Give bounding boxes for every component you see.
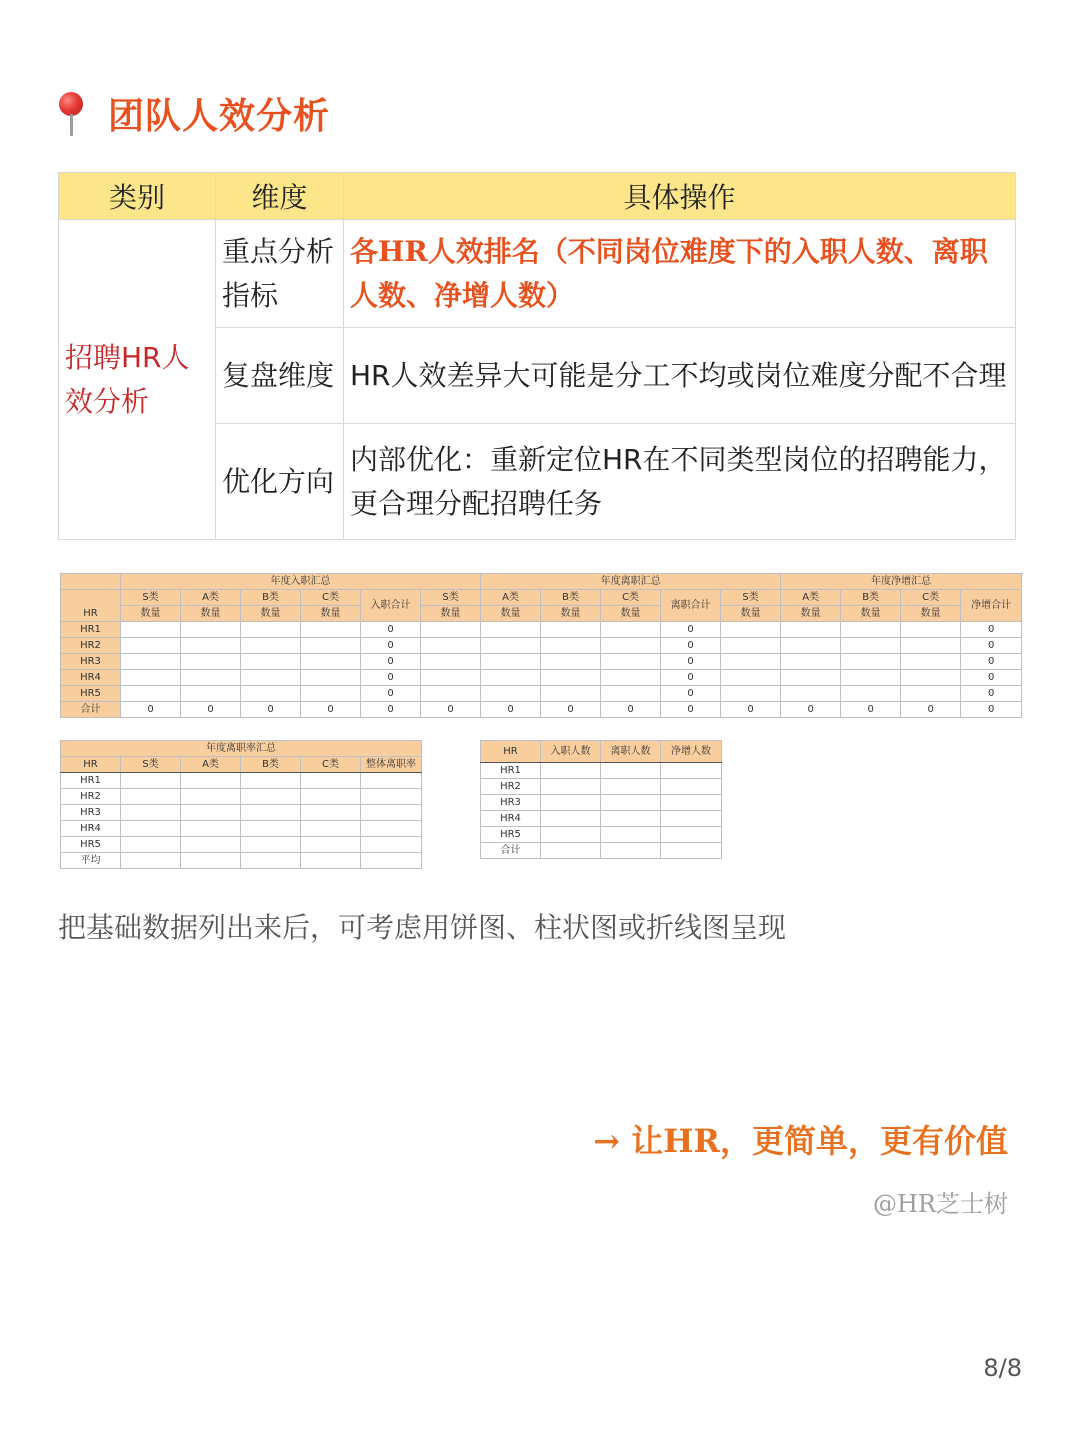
value-cell — [181, 821, 241, 837]
hr-cell: HR3 — [481, 795, 541, 811]
operation-cell: 各HR人效排名（不同岗位难度下的入职人数、离职人数、净增人数） — [344, 220, 1016, 328]
value-cell — [301, 837, 361, 853]
value-cell — [661, 843, 722, 859]
value-cell: 0 — [781, 702, 841, 718]
value-cell — [541, 779, 601, 795]
sheet-row — [481, 763, 722, 779]
hr-cell: HR2 — [61, 638, 121, 654]
value-cell — [181, 638, 241, 654]
value-cell — [481, 654, 541, 670]
column-header: 净增人数 — [661, 741, 722, 763]
sheet-title: 年度离职率汇总 — [61, 741, 422, 757]
value-cell: 0 — [961, 686, 1022, 702]
value-cell — [121, 622, 181, 638]
column-header: A类 — [181, 757, 241, 773]
value-cell: 0 — [361, 670, 421, 686]
value-cell — [301, 821, 361, 837]
value-cell: 0 — [301, 702, 361, 718]
value-cell — [841, 654, 901, 670]
value-cell — [181, 686, 241, 702]
table-header-row — [59, 173, 1016, 220]
sheet-row — [61, 837, 422, 853]
column-header: 整体离职率 — [361, 757, 422, 773]
value-cell: 0 — [661, 702, 721, 718]
dimension-cell: 重点分析指标 — [216, 220, 344, 328]
value-cell: 0 — [661, 654, 721, 670]
value-cell — [541, 827, 601, 843]
value-cell — [361, 837, 422, 853]
sheet-row — [481, 811, 722, 827]
value-cell — [901, 638, 961, 654]
hr-cell: HR4 — [61, 821, 121, 837]
value-cell — [841, 686, 901, 702]
column-header: HR — [481, 741, 541, 763]
qty-header: 数量 — [781, 606, 841, 622]
page-title: 团队人效分析 — [108, 95, 331, 137]
column-header: C类 — [301, 757, 361, 773]
value-cell — [601, 622, 661, 638]
value-cell — [721, 686, 781, 702]
hr-cell: HR5 — [481, 827, 541, 843]
value-cell: 0 — [661, 670, 721, 686]
sheet-row — [481, 779, 722, 795]
header-operation: 具体操作 — [344, 173, 1016, 220]
sheet-row — [61, 805, 422, 821]
value-cell: 0 — [481, 702, 541, 718]
operation-cell: HR人效差异大可能是分工不均或岗位难度分配不合理 — [344, 328, 1016, 424]
value-cell — [421, 638, 481, 654]
value-cell — [421, 654, 481, 670]
value-cell: 0 — [841, 702, 901, 718]
value-cell: 0 — [241, 702, 301, 718]
value-cell — [781, 654, 841, 670]
value-cell: 0 — [361, 702, 421, 718]
turnover-rate-sheet — [60, 740, 422, 869]
value-cell: 0 — [361, 638, 421, 654]
sheet-row — [61, 686, 1022, 702]
value-cell: 0 — [961, 654, 1022, 670]
value-cell — [361, 773, 422, 789]
value-cell — [601, 763, 661, 779]
value-cell — [121, 821, 181, 837]
category-header: S类 — [721, 590, 781, 606]
value-cell — [601, 670, 661, 686]
sheet-row — [61, 789, 422, 805]
value-cell — [601, 638, 661, 654]
value-cell — [541, 654, 601, 670]
value-cell — [181, 789, 241, 805]
table-row — [59, 220, 1016, 328]
hr-cell: 平均 — [61, 853, 121, 869]
value-cell: 0 — [961, 622, 1022, 638]
value-cell — [421, 686, 481, 702]
sheet-row — [61, 638, 1022, 654]
value-cell — [361, 805, 422, 821]
group-header: 年度净增汇总 — [781, 574, 1022, 590]
value-cell: 0 — [121, 702, 181, 718]
value-cell — [841, 670, 901, 686]
value-cell — [301, 773, 361, 789]
sheet-row — [481, 843, 722, 859]
hr-cell: HR5 — [61, 837, 121, 853]
value-cell: 0 — [181, 702, 241, 718]
category-header: A类 — [181, 590, 241, 606]
value-cell — [541, 622, 601, 638]
value-cell — [841, 638, 901, 654]
sheet-row — [61, 702, 1022, 718]
hr-cell: HR3 — [61, 654, 121, 670]
value-cell — [361, 789, 422, 805]
value-cell — [241, 837, 301, 853]
category-header: C类 — [901, 590, 961, 606]
column-header: HR — [61, 757, 121, 773]
value-cell — [121, 654, 181, 670]
category-header: S类 — [421, 590, 481, 606]
column-header: S类 — [121, 757, 181, 773]
value-cell — [481, 638, 541, 654]
group-header: 年度离职汇总 — [481, 574, 781, 590]
value-cell — [601, 827, 661, 843]
value-cell — [661, 827, 722, 843]
value-cell — [121, 670, 181, 686]
qty-header: 数量 — [481, 606, 541, 622]
value-cell — [541, 638, 601, 654]
sheet-row — [61, 622, 1022, 638]
value-cell: 0 — [361, 622, 421, 638]
category-header: B类 — [541, 590, 601, 606]
qty-header: 数量 — [541, 606, 601, 622]
value-cell — [901, 670, 961, 686]
value-cell — [301, 670, 361, 686]
value-cell — [781, 638, 841, 654]
total-header: 离职合计 — [661, 590, 721, 622]
value-cell — [361, 853, 422, 869]
header-category: 类别 — [59, 173, 216, 220]
column-header: 离职人数 — [601, 741, 661, 763]
value-cell — [601, 686, 661, 702]
category-header: C类 — [601, 590, 661, 606]
value-cell: 0 — [601, 702, 661, 718]
value-cell — [121, 853, 181, 869]
hr-header: HR — [61, 590, 121, 622]
value-cell — [241, 686, 301, 702]
value-cell — [541, 686, 601, 702]
hr-cell: HR4 — [61, 670, 121, 686]
value-cell — [661, 763, 722, 779]
category-header: A类 — [481, 590, 541, 606]
value-cell — [601, 795, 661, 811]
value-cell: 0 — [961, 702, 1022, 718]
sheet-row — [61, 654, 1022, 670]
value-cell — [721, 670, 781, 686]
value-cell — [721, 654, 781, 670]
dimension-cell: 优化方向 — [216, 424, 344, 540]
hr-cell: HR5 — [61, 686, 121, 702]
value-cell — [421, 670, 481, 686]
value-cell — [781, 670, 841, 686]
operation-cell: 内部优化：重新定位HR在不同类型岗位的招聘能力，更合理分配招聘任务 — [344, 424, 1016, 540]
qty-header: 数量 — [421, 606, 481, 622]
value-cell — [301, 789, 361, 805]
qty-header: 数量 — [841, 606, 901, 622]
value-cell: 0 — [661, 622, 721, 638]
value-cell — [361, 821, 422, 837]
qty-header: 数量 — [901, 606, 961, 622]
value-cell: 0 — [901, 702, 961, 718]
value-cell: 0 — [661, 638, 721, 654]
value-cell — [601, 779, 661, 795]
slogan-text: → 让HR，更简单，更有价值 — [593, 1122, 1008, 1160]
value-cell — [301, 638, 361, 654]
category-header: S类 — [121, 590, 181, 606]
value-cell — [241, 654, 301, 670]
value-cell — [241, 853, 301, 869]
value-cell — [541, 795, 601, 811]
value-cell — [601, 811, 661, 827]
value-cell — [901, 654, 961, 670]
value-cell — [181, 670, 241, 686]
value-cell — [241, 805, 301, 821]
value-cell — [541, 763, 601, 779]
value-cell — [661, 811, 722, 827]
sheet-row — [481, 795, 722, 811]
sheet-row — [481, 827, 722, 843]
analysis-table — [58, 172, 1016, 540]
value-cell: 0 — [961, 638, 1022, 654]
value-cell — [601, 843, 661, 859]
value-cell — [301, 805, 361, 821]
description-text: 把基础数据列出来后，可考虑用饼图、柱状图或折线图呈现 — [58, 911, 787, 944]
qty-header: 数量 — [301, 606, 361, 622]
value-cell — [241, 638, 301, 654]
hr-cell: HR4 — [481, 811, 541, 827]
value-cell — [661, 795, 722, 811]
value-cell: 0 — [541, 702, 601, 718]
value-cell — [481, 670, 541, 686]
value-cell — [241, 622, 301, 638]
value-cell — [181, 853, 241, 869]
value-cell — [301, 622, 361, 638]
value-cell — [241, 773, 301, 789]
value-cell — [541, 670, 601, 686]
value-cell — [901, 686, 961, 702]
pushpin-icon — [56, 92, 86, 136]
value-cell — [781, 686, 841, 702]
qty-header: 数量 — [181, 606, 241, 622]
value-cell — [121, 773, 181, 789]
sheet-row — [61, 853, 422, 869]
value-cell — [301, 654, 361, 670]
value-cell — [481, 686, 541, 702]
value-cell: 0 — [721, 702, 781, 718]
value-cell — [481, 622, 541, 638]
value-cell — [241, 789, 301, 805]
hr-cell: HR2 — [61, 789, 121, 805]
hr-count-sheet — [480, 740, 722, 859]
value-cell — [541, 811, 601, 827]
value-cell — [301, 686, 361, 702]
value-cell: 0 — [961, 670, 1022, 686]
hr-cell: HR1 — [61, 622, 121, 638]
value-cell — [781, 622, 841, 638]
value-cell — [121, 837, 181, 853]
hr-cell: 合计 — [481, 843, 541, 859]
value-cell — [541, 843, 601, 859]
hr-cell: HR1 — [61, 773, 121, 789]
category-header: C类 — [301, 590, 361, 606]
hr-cell: 合计 — [61, 702, 121, 718]
hr-cell: HR3 — [61, 805, 121, 821]
sheet-row — [61, 821, 422, 837]
value-cell: 0 — [661, 686, 721, 702]
total-header: 入职合计 — [361, 590, 421, 622]
value-cell — [181, 773, 241, 789]
hr-cell: HR1 — [481, 763, 541, 779]
author-handle: @HR芝士树 — [873, 1190, 1008, 1218]
value-cell — [181, 837, 241, 853]
value-cell — [181, 805, 241, 821]
value-cell — [721, 622, 781, 638]
page-indicator: 8/8 — [983, 1354, 1022, 1382]
value-cell — [181, 622, 241, 638]
value-cell — [901, 622, 961, 638]
value-cell — [241, 670, 301, 686]
qty-header: 数量 — [121, 606, 181, 622]
sheet-row — [61, 670, 1022, 686]
value-cell — [841, 622, 901, 638]
value-cell — [241, 821, 301, 837]
qty-header: 数量 — [721, 606, 781, 622]
dimension-cell: 复盘维度 — [216, 328, 344, 424]
column-header: 入职人数 — [541, 741, 601, 763]
value-cell: 0 — [421, 702, 481, 718]
value-cell — [121, 805, 181, 821]
column-header: B类 — [241, 757, 301, 773]
value-cell — [601, 654, 661, 670]
qty-header: 数量 — [241, 606, 301, 622]
value-cell — [721, 638, 781, 654]
header-dimension: 维度 — [216, 173, 344, 220]
value-cell: 0 — [361, 686, 421, 702]
yearly-summary-sheet — [60, 573, 1022, 718]
category-cell: 招聘HR人效分析 — [59, 220, 216, 540]
value-cell — [661, 779, 722, 795]
sheet-row — [61, 773, 422, 789]
value-cell — [121, 789, 181, 805]
value-cell — [121, 638, 181, 654]
value-cell — [121, 686, 181, 702]
hr-cell: HR2 — [481, 779, 541, 795]
total-header: 净增合计 — [961, 590, 1022, 622]
category-header: A类 — [781, 590, 841, 606]
qty-header: 数量 — [601, 606, 661, 622]
value-cell — [301, 853, 361, 869]
category-header: B类 — [241, 590, 301, 606]
value-cell — [181, 654, 241, 670]
group-header: 年度入职汇总 — [121, 574, 481, 590]
value-cell — [421, 622, 481, 638]
category-header: B类 — [841, 590, 901, 606]
value-cell: 0 — [361, 654, 421, 670]
